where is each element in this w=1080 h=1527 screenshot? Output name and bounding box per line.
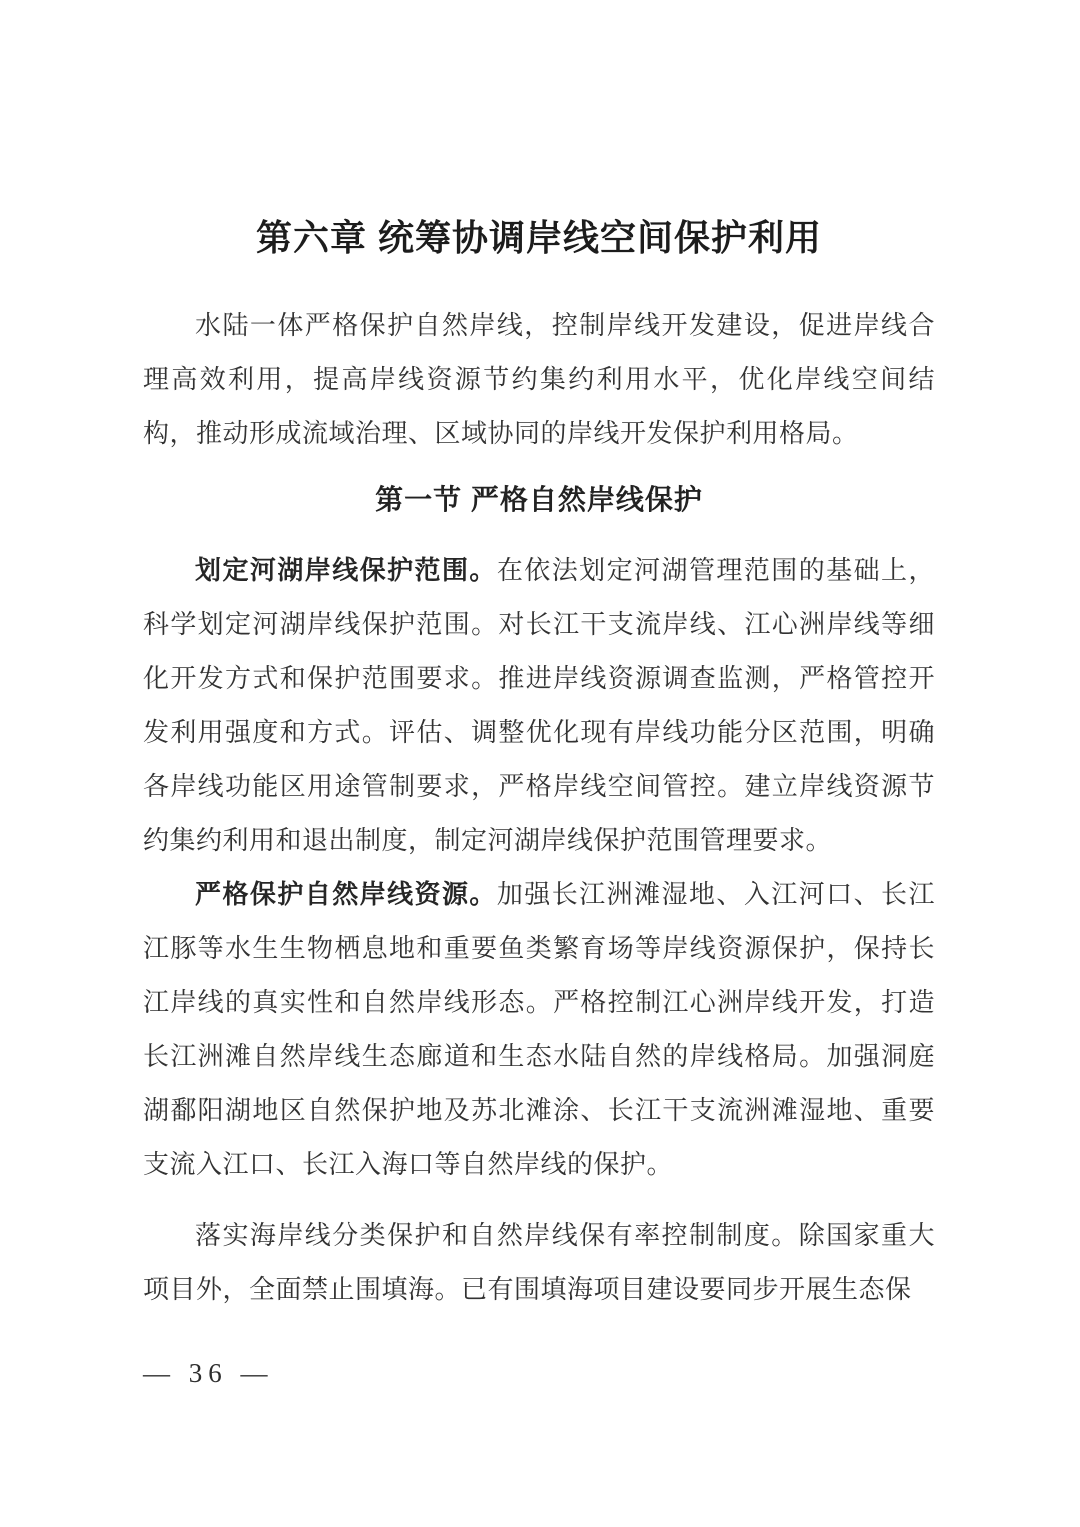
page-number: — 36 —	[143, 1358, 274, 1388]
paragraph-text: 水陆一体严格保护自然岸线，控制岸线开发建设，促进岸线合理高效利用，提高岸线资源节约集约利用水平，优化岸线空间结构，推动形成流域治理、区域协同的岸线开发保护利用格局。	[143, 311, 935, 448]
page-content	[143, 0, 935, 1317]
paragraph	[143, 299, 935, 461]
paragraph-text: 在依法划定河湖管理范围的基础上，科学划定河湖岸线保护范围。对长江干支流岸线、江心洲岸线等细化开发方式和保护范围要求。推进岸线资源调查监测，严格管控开发利用强度和方式。评估、调整优化现有岸线功能分区范围，明确各岸线功能区用途管制要求，严格岸线空间管控。建立岸线资源节约集约利用和退出制度，制定河湖岸线保护范围管理要求。	[143, 556, 935, 855]
paragraph	[143, 544, 935, 868]
chapter-title: 第六章 统筹协调岸线空间保护利用	[255, 217, 822, 258]
paragraph	[143, 1209, 935, 1317]
paragraph	[143, 868, 935, 1192]
paragraph-lead: 划定河湖岸线保护范围。	[195, 556, 497, 585]
section-title: 第一节 严格自然岸线保护	[375, 484, 703, 515]
paragraph-text: 落实海岸线分类保护和自然岸线保有率控制制度。除国家重大项目外，全面禁止围填海。已有围填海项目建设要同步开展生态保	[143, 1221, 935, 1304]
paragraph-text: 加强长江洲滩湿地、入江河口、长江江豚等水生生物栖息地和重要鱼类繁育场等岸线资源保护，保持长江岸线的真实性和自然岸线形态。严格控制江心洲岸线开发，打造长江洲滩自然岸线生态廊道和生态水陆自然的岸线格局。加强洞庭湖鄱阳湖地区自然保护地及苏北滩涂、长江干支流洲滩湿地、重要支流入江口、长江入海口等自然岸线的保护。	[143, 880, 935, 1179]
paragraph-lead: 严格保护自然岸线资源。	[195, 880, 497, 909]
